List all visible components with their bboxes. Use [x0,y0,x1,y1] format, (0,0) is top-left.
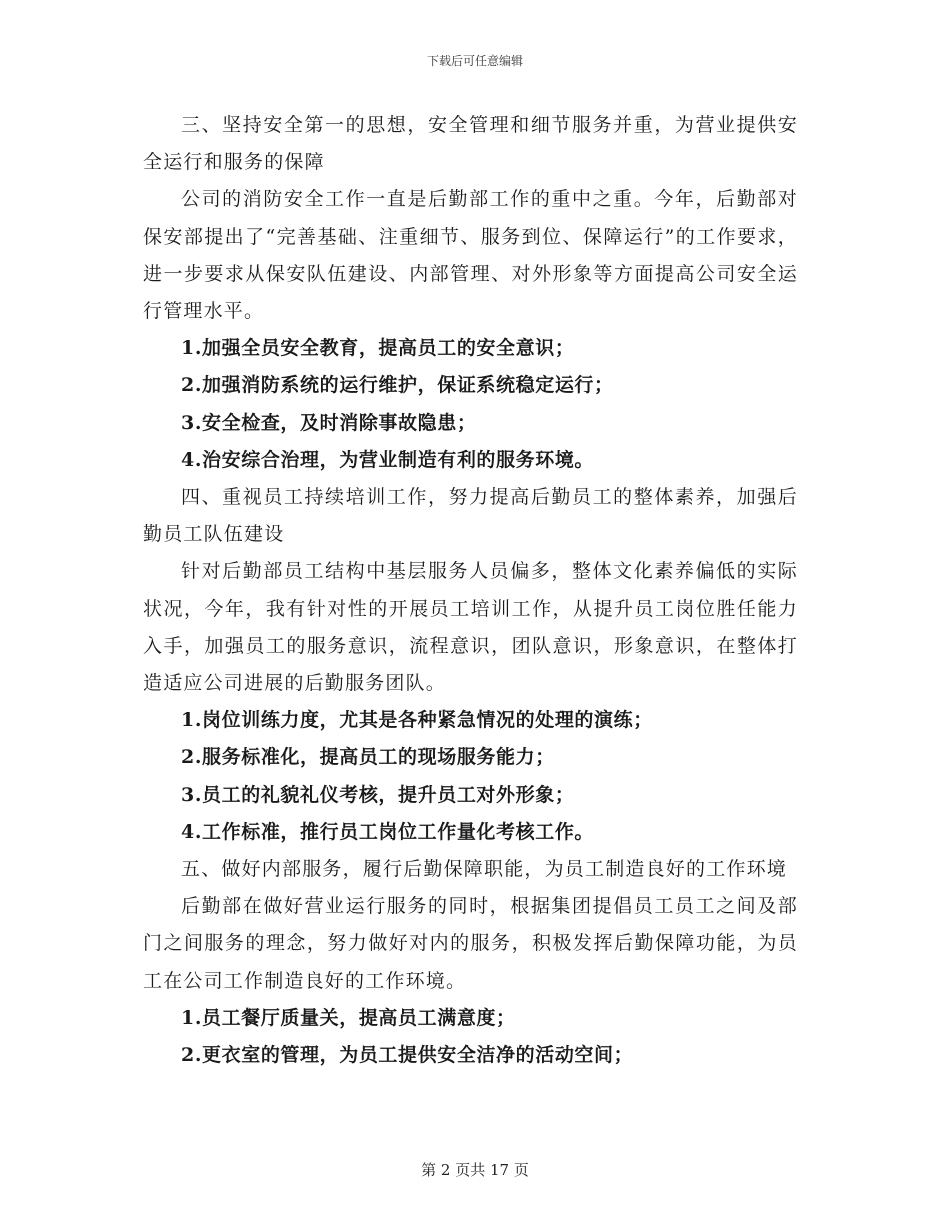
page-header-note: 下载后可任意编辑 [426,54,523,68]
document-body [143,107,798,1074]
section-body: 公司的消防安全工作一直是后勤部工作的重中之重。今年，后勤部对保安部提出了“完善基础、注重细节、服务到位、保障运行”的工作要求，进一步要求从保安队伍建设、内部管理、对外形象等方面提高公司安全运行管理水平。 [143,188,798,323]
page-number: 第 2 页共 17 页 [421,1161,529,1179]
list-item: 3.安全检查，及时消除事故隐患； [181,411,477,434]
section-body: 针对后勤部员工结构中基层服务人员偏多，整体文化素养偏低的实际状况，今年，我有针对性的开展员工培训工作，从提升员工岗位胜任能力入手，加强员工的服务意识，流程意识，团队意识，形象意识，在整体打造适应公司进展的后勤服务团队。 [143,560,798,695]
section-body: 后勤部在做好营业运行服务的同时，根据集团提倡员工员工之间及部门之间服务的理念，努力做好对内的服务，积极发挥后勤保障功能，为员工在公司工作制造良好的工作环境。 [143,895,798,992]
list-item: 3.员工的礼貌礼仪考核，提升员工对外形象； [181,783,575,806]
section-heading: 四、重视员工持续培训工作，努力提高后勤员工的整体素养，加强后勤员工队伍建设 [143,486,798,546]
list-item: 4.工作标准，推行员工岗位工作量化考核工作。 [181,820,595,843]
list-item: 1.员工餐厅质量关，提高员工满意度； [181,1006,516,1029]
list-item: 2.加强消防系统的运行维护，保证系统稳定运行； [181,374,614,397]
list-item: 1.加强全员安全教育，提高员工的安全意识； [181,337,575,360]
list-item: 2.更衣室的管理，为员工提供安全洁净的活动空间； [181,1044,634,1067]
list-item: 1.岗位训练力度，尤其是各种紧急情况的处理的演练； [181,709,653,732]
list-item: 4.治安综合治理，为营业制造有利的服务环境。 [181,448,595,471]
section-heading: 五、做好内部服务，履行后勤保障职能，为员工制造良好的工作环境 [181,858,788,881]
list-item: 2.服务标准化，提高员工的现场服务能力； [181,746,555,769]
section-heading: 三、坚持安全第一的思想，安全管理和细节服务并重，为营业提供安全运行和服务的保障 [143,114,798,174]
